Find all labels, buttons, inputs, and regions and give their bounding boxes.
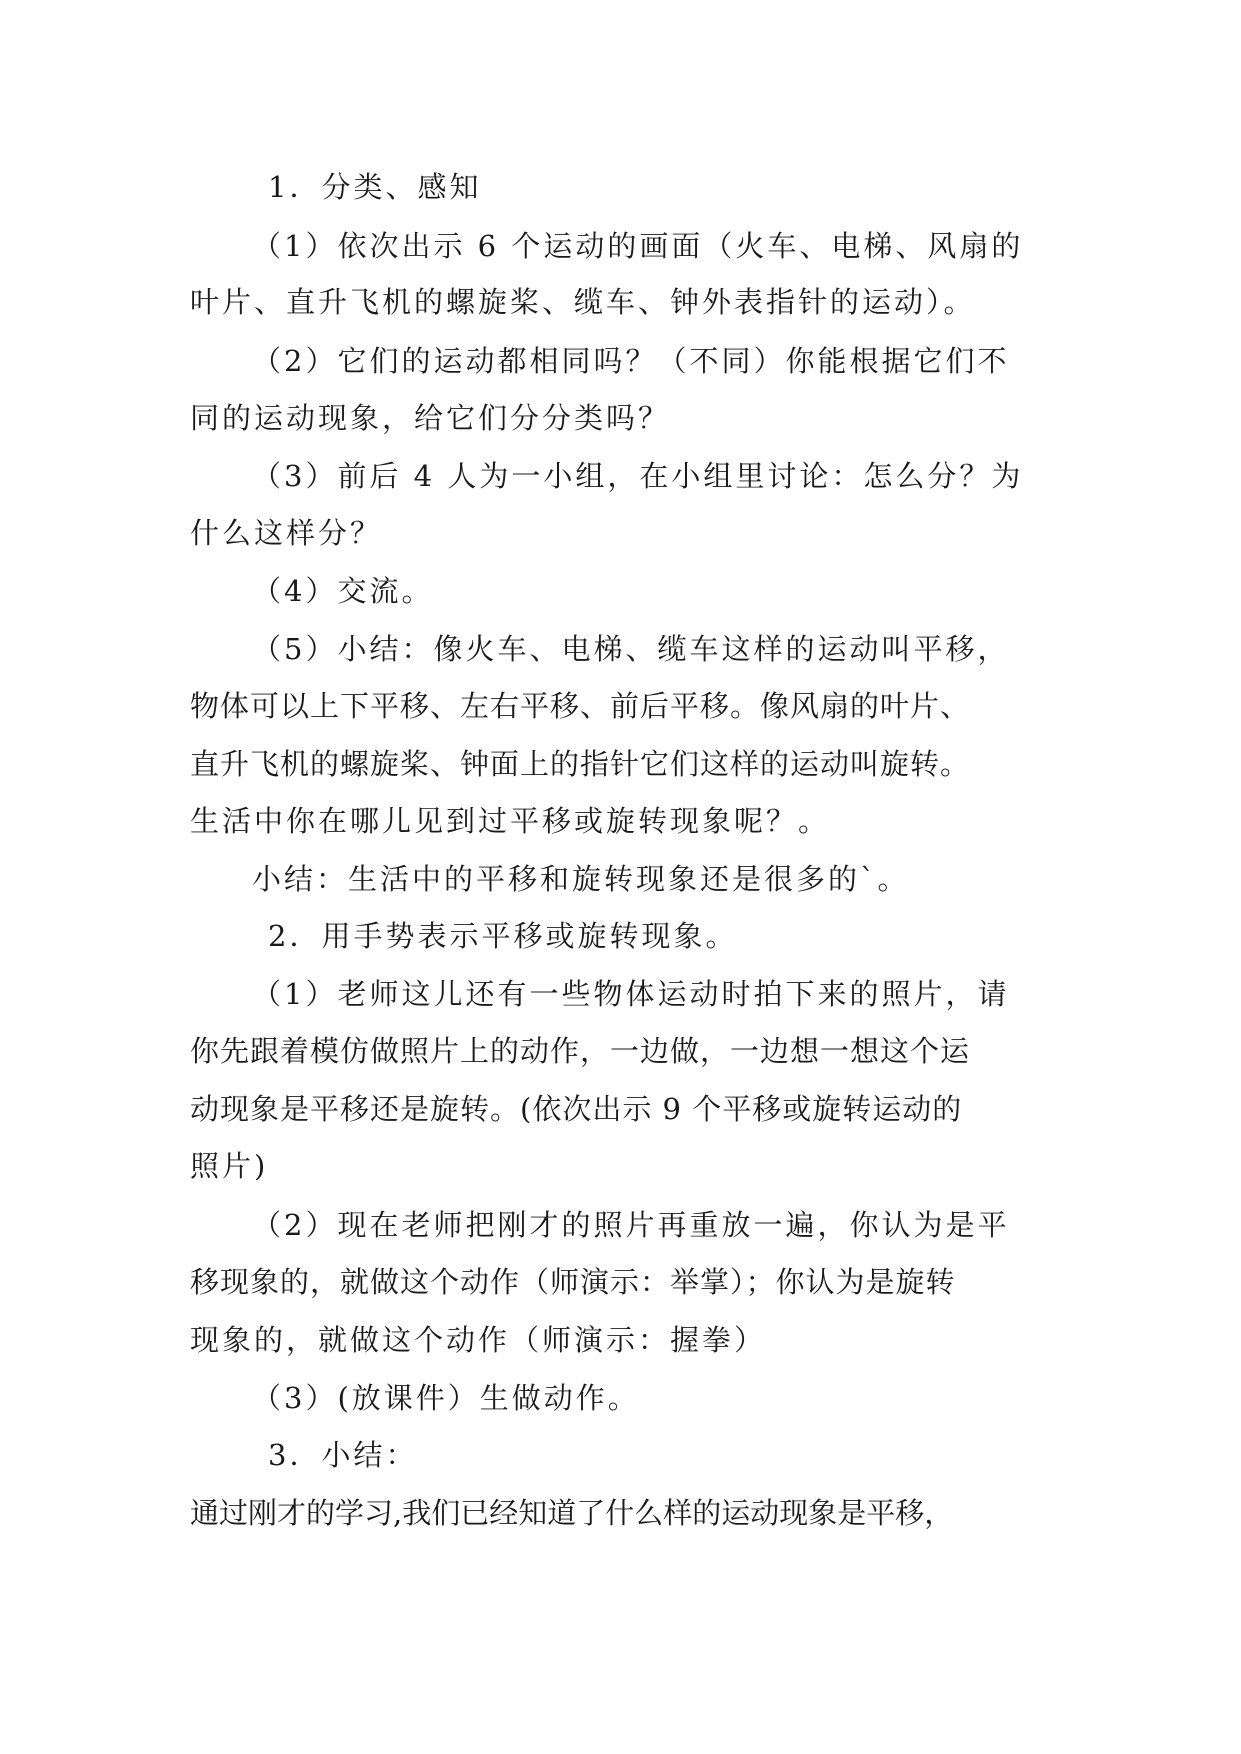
paragraph-line: 通过刚才的学习,我们已经知道了什么样的运动现象是平移， bbox=[190, 1496, 954, 1530]
section-heading-3: 3．小结： bbox=[268, 1438, 418, 1472]
paragraph-line: 叶片、直升飞机的螺旋桨、缆车、钟外表指针的运动）。 bbox=[190, 285, 976, 319]
paragraph-line: （1）老师这儿还有一些物体运动时拍下来的照片，请 bbox=[252, 977, 1010, 1011]
paragraph-line: 物体可以上下平移、左右平移、前后平移。像风扇的叶片、 bbox=[190, 689, 971, 723]
paragraph-line: 你先跟着模仿做照片上的动作，一边做，一边想一想这个运 bbox=[190, 1034, 971, 1068]
summary-line: 小结：生活中的平移和旋转现象还是很多的`。 bbox=[252, 862, 910, 896]
paragraph-line: 什么这样分？ bbox=[190, 516, 383, 550]
paragraph-line: （5）小结：像火车、电梯、缆车这样的运动叫平移， bbox=[252, 632, 1010, 666]
paragraph-line: （1）依次出示 6 个运动的画面（火车、电梯、风扇的 bbox=[252, 229, 1024, 263]
paragraph-line: （2）现在老师把刚才的照片再重放一遍，你认为是平 bbox=[252, 1208, 1010, 1242]
section-heading-2: 2．用手势表示平移或旋转现象。 bbox=[268, 919, 738, 953]
paragraph-line: 动现象是平移还是旋转。(依次出示 9 个平移或旋转运动的 bbox=[190, 1092, 963, 1126]
paragraph-line: （3）(放课件）生做动作。 bbox=[252, 1381, 640, 1415]
paragraph-line: 生活中你在哪儿见到过平移或旋转现象呢？。 bbox=[190, 804, 831, 838]
paragraph-line: 现象的，就做这个动作（师演示：握拳） bbox=[190, 1323, 767, 1357]
paragraph-line: （3）前后 4 人为一小组，在小组里讨论：怎么分？为 bbox=[252, 459, 1024, 493]
paragraph-line: （4）交流。 bbox=[252, 574, 434, 608]
paragraph-line: （2）它们的运动都相同吗？（不同）你能根据它们不 bbox=[252, 344, 1010, 378]
paragraph-line: 移现象的，就做这个动作（师演示：举掌）；你认为是旋转 bbox=[190, 1265, 956, 1299]
paragraph-line: 直升飞机的螺旋桨、钟面上的指针它们这样的运动叫旋转。 bbox=[190, 747, 971, 781]
section-heading-1: 1．分类、感知 bbox=[268, 170, 482, 204]
paragraph-line: 同的运动现象，给它们分分类吗？ bbox=[190, 401, 671, 435]
paragraph-line: 照片) bbox=[190, 1149, 269, 1183]
